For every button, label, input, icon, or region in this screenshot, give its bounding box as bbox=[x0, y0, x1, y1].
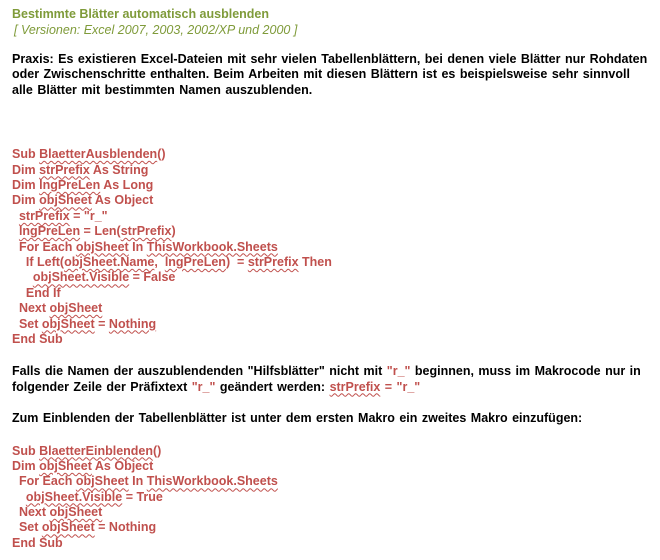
code-line: For Each objSheet In ThisWorkbook.Sheets bbox=[12, 474, 278, 489]
spell-marked-word: ThisWorkbook.Sheets bbox=[146, 239, 278, 254]
macro-hide-code bbox=[12, 147, 652, 347]
code-line: Dim strPrefix As String bbox=[12, 162, 149, 177]
prefix-literal: "r_" bbox=[191, 379, 216, 394]
code-line: strPrefix = "r_" bbox=[18, 208, 108, 223]
code-line: Sub BlaetterEinblenden() bbox=[12, 443, 162, 458]
spell-marked-word: lngPreLen bbox=[39, 178, 101, 192]
spell-marked-word: objSheet bbox=[49, 505, 103, 520]
code-line: objSheet.Visible = True bbox=[25, 489, 163, 504]
spell-marked-word: objSheet bbox=[75, 474, 129, 489]
code-line: End Sub bbox=[12, 535, 63, 550]
code-line: End If bbox=[12, 285, 61, 300]
code-line: Set objSheet = Nothing bbox=[12, 520, 157, 535]
spell-marked-word: strPrefix bbox=[329, 379, 381, 394]
show-macro-note-paragraph: Zum Einblenden der Tabellenblätter ist unter dem ersten Makro ein zweites Makro einzufügen: bbox=[12, 411, 583, 426]
spell-marked-word: strPrefix bbox=[247, 254, 299, 269]
spell-marked-word: objSheet bbox=[39, 458, 92, 473]
spell-marked-word: BlaetterEinblenden bbox=[39, 443, 154, 458]
prefix-assignment: = "r_" bbox=[380, 379, 421, 394]
spell-marked-word: strPrefix bbox=[120, 224, 172, 239]
spell-marked-word: lngPreLen bbox=[18, 224, 81, 239]
code-line: End Sub bbox=[12, 331, 63, 346]
spell-marked-word: Nothing bbox=[108, 316, 157, 331]
spell-marked-word: strPrefix bbox=[39, 162, 90, 177]
spell-marked-word: strPrefix bbox=[18, 208, 70, 223]
prefix-literal: "r_" bbox=[386, 364, 411, 379]
spell-marked-word: BlaetterAusblenden bbox=[39, 147, 158, 162]
code-line: If Left(objSheet.Name, lngPreLen) = strPrefix Then bbox=[12, 254, 332, 269]
code-line: Next objSheet bbox=[12, 505, 103, 520]
spell-marked-word: objSheet bbox=[41, 316, 95, 331]
spell-marked-word: objSheet.Visible bbox=[32, 270, 130, 285]
code-line: Set objSheet = Nothing bbox=[12, 316, 157, 331]
spell-marked-word: lngPreLen bbox=[164, 254, 226, 269]
spell-marked-word: objSheet.Visible bbox=[25, 489, 123, 504]
code-line: Next objSheet bbox=[12, 301, 103, 316]
prefix-note-paragraph: Falls die Namen der auszublendenden "Hilfsblätter" nicht mit "r_" beginnen, muss im Makrocode nur in folgender Zeile der Präfixtext "r_" geändert werden: strPrefix = "r_" bbox=[12, 364, 641, 394]
spell-marked-word: objSheet bbox=[39, 193, 92, 208]
code-line: Sub BlaetterAusblenden() bbox=[12, 147, 166, 162]
spell-marked-word: objSheet bbox=[49, 301, 103, 316]
spell-marked-word: ThisWorkbook.Sheets bbox=[146, 474, 278, 489]
code-line: Dim objSheet As Object bbox=[12, 458, 154, 473]
code-line: lngPreLen = Len(strPrefix) bbox=[18, 224, 176, 239]
code-line: For Each objSheet In ThisWorkbook.Sheets bbox=[12, 239, 278, 254]
versions-subtitle: [ Versionen: Excel 2007, 2003, 2002/XP und 2000 ] bbox=[14, 23, 298, 37]
spell-marked-word: objSheet.Name bbox=[64, 254, 155, 269]
intro-paragraph: Praxis: Es existieren Excel-Dateien mit sehr vielen Tabellenblättern, bei denen viele Blätter nur Rohdaten oder Zwischenschritte enthalten. Beim Arbeiten mit diesen Blättern ist es beispielsweise sehr sinnvoll alle Blätter mit bestimmten Namen auszublenden. bbox=[12, 52, 648, 97]
code-line: Dim objSheet As Object bbox=[12, 193, 154, 208]
page-title: Bestimmte Blätter automatisch ausblenden bbox=[12, 7, 270, 21]
spell-marked-word: objSheet bbox=[41, 520, 95, 535]
macro-show-code bbox=[12, 444, 652, 552]
document-page bbox=[12, 6, 652, 551]
spell-marked-word: objSheet bbox=[75, 239, 129, 254]
code-line: objSheet.Visible = False bbox=[32, 270, 176, 285]
code-line: Dim lngPreLen As Long bbox=[12, 178, 154, 192]
